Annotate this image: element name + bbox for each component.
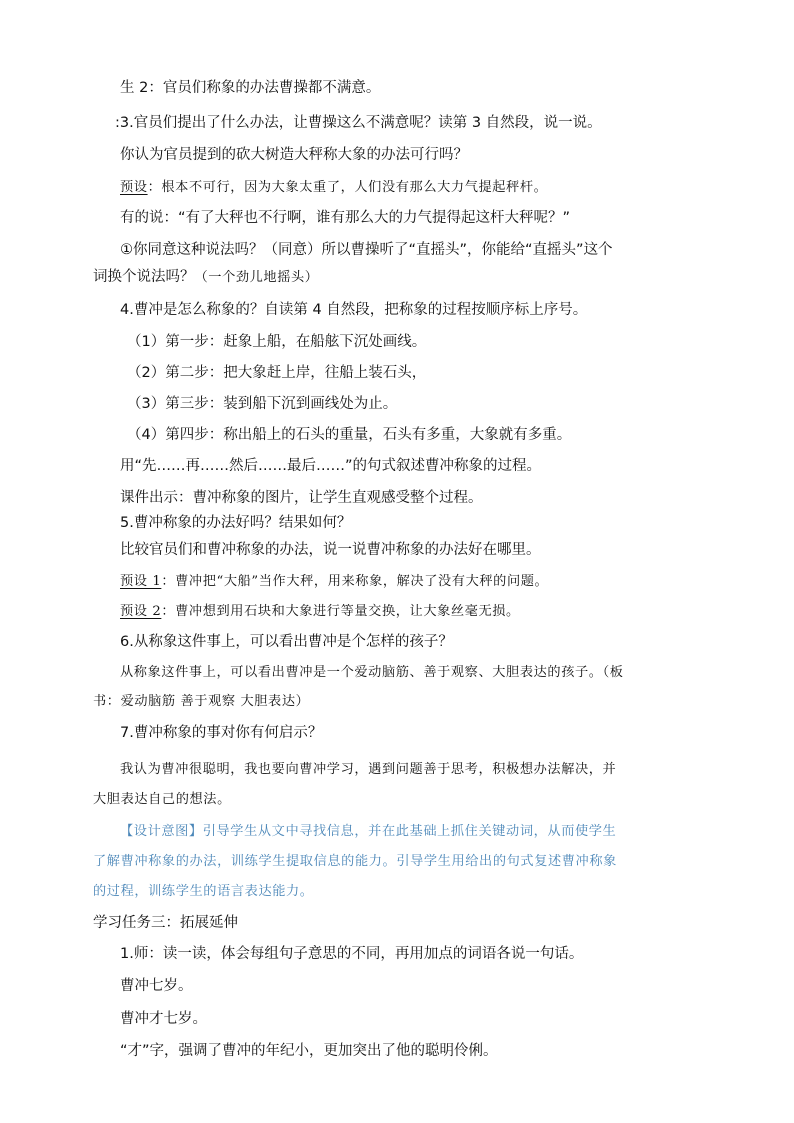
text-line-explanation: “才”字，强调了曹冲的年纪小，更加突出了他的聪明伶俐。	[120, 1043, 498, 1059]
text-line-design-intent-3: 的过程，训练学生的语言表达能力。	[93, 884, 314, 899]
text-line-question-7: 7.曹冲称象的事对你有何启示？	[120, 725, 323, 741]
rephrase-question: 词换个说法吗？	[93, 269, 195, 285]
preset-2-label: 预设 2	[120, 604, 162, 619]
text-line-design-intent: 【设计意图】引导学生从文中寻找信息，并在此基础上抓住关键动词，从而使学生	[120, 824, 617, 839]
section-heading-task-3: 学习任务三：拓展延伸	[93, 915, 238, 931]
text-line-preset	[120, 178, 547, 198]
text-line-some-say: 有的说：“有了大秤也不行啊，谁有那么大的力气提得起这杆大秤呢？”	[120, 210, 571, 226]
text-line-step-2: （2）第二步：把大象赶上岸，往船上装石头，	[127, 365, 427, 381]
text-line-teacher: 1.师：读一读，体会每组句子意思的不同，再用加点的词语各说一句话。	[120, 946, 584, 962]
text-line-blackboard: 书：爱动脑筋 善于观察 大胆表达）	[93, 694, 310, 709]
rephrase-answer: （一个劲儿地摇头）	[194, 270, 319, 285]
text-line-courseware: 课件出示：曹冲称象的图片，让学生直观感受整个过程。	[120, 490, 483, 506]
text-line-agree-question: ①你同意这种说法吗？（同意）所以曹操听了“直摇头”，你能给“直摇头”这个	[120, 242, 613, 258]
text-line-example-2: 曹冲才七岁。	[120, 1011, 207, 1027]
text-line-answer-6: 从称象这件事上，可以看出曹冲是一个爱动脑筋、善于观察、大胆表达的孩子。（板	[120, 665, 624, 680]
text-line-question-4: 4.曹冲是怎么称象的？自读第 4 自然段，把称象的过程按顺序标上序号。	[120, 302, 588, 318]
preset-text: ：根本不可行，因为大象太重了，人们没有那么大力气提起秤杆。	[147, 180, 548, 195]
preset-1-label: 预设 1	[120, 574, 162, 589]
text-line-feasibility-question: 你认为官员提到的砍大树造大秤称大象的办法可行吗？	[120, 147, 468, 163]
text-line-sentence-pattern: 用“先……再……然后……最后……”的句式叙述曹冲称象的过程。	[120, 458, 542, 474]
text-line-step-3: （3）第三步：装到船下沉到画线处为止。	[127, 396, 398, 412]
text-line-preset-2	[120, 602, 520, 622]
text-line-preset-1	[120, 572, 548, 592]
text-line-step-4: （4）第四步：称出船上的石头的重量，石头有多重，大象就有多重。	[127, 427, 572, 443]
text-line-step-1: （1）第一步：赶象上船，在船舷下沉处画线。	[127, 334, 427, 350]
text-line-question-5: 5.曹冲称象的办法好吗？结果如何？	[120, 515, 352, 531]
preset-label: 预设	[120, 180, 148, 195]
text-line-question-3: :3.官员们提出了什么办法，让曹操这么不满意呢？读第 3 自然段，说一说。	[115, 115, 602, 131]
text-line-student-2: 生 2：官员们称象的办法曹操都不满意。	[120, 80, 381, 96]
text-line-compare: 比较官员们和曹冲称象的办法，说一说曹冲称象的办法好在哪里。	[120, 542, 541, 558]
text-line-answer-7: 我认为曹冲很聪明，我也要向曹冲学习，遇到问题善于思考，积极想办法解决，并	[120, 762, 617, 777]
text-line-rephrase	[93, 267, 319, 288]
preset-2-text: ：曹冲想到用石块和大象进行等量交换，让大象丝毫无损。	[161, 604, 520, 619]
text-line-answer-7-cont: 大胆表达自己的想法。	[93, 792, 231, 807]
text-line-example-1: 曹冲七岁。	[120, 978, 193, 994]
preset-1-text: ：曹冲把“大船”当作大秤，用来称象，解决了没有大秤的问题。	[161, 574, 549, 589]
text-line-design-intent-2: 了解曹冲称象的办法，训练学生提取信息的能力。引导学生用给出的句式复述曹冲称象	[93, 854, 617, 869]
text-line-question-6: 6.从称象这件事上，可以看出曹冲是个怎样的孩子？	[120, 634, 453, 650]
